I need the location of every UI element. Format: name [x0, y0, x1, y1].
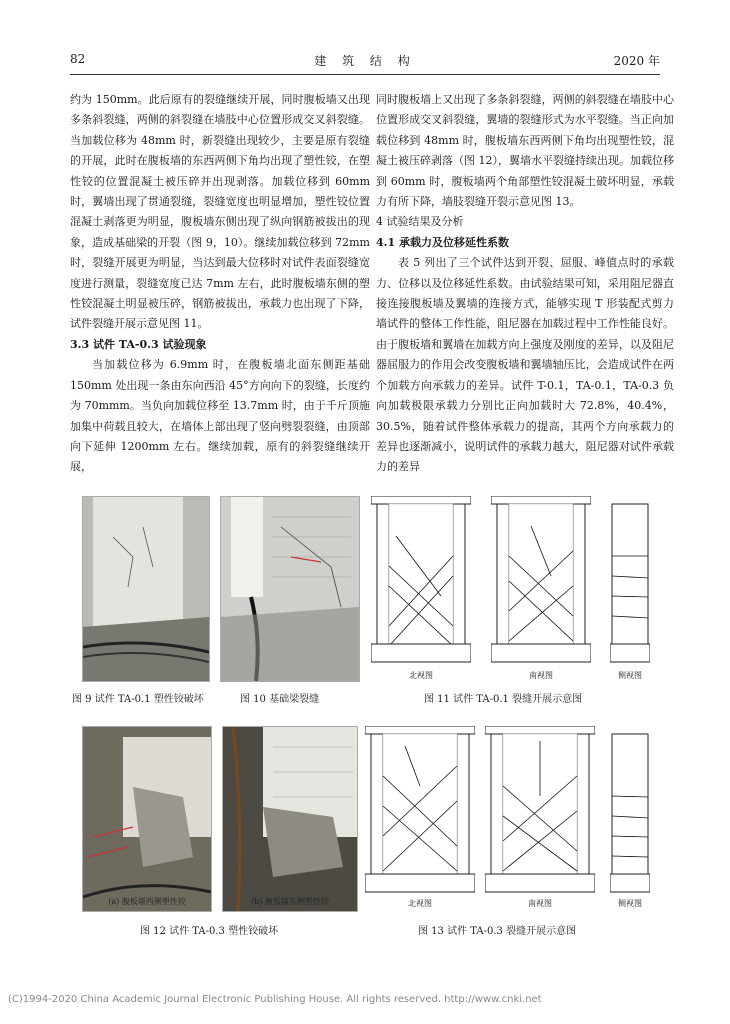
figure-9-photo: [82, 496, 210, 682]
figure-13-side-label: 侧视图: [618, 899, 642, 908]
header-rule: [70, 74, 660, 75]
figure-13-south-view: [485, 726, 595, 896]
figure-10-caption: 图 10 基础梁裂缝: [240, 694, 320, 705]
figure-11-north-view: [371, 496, 471, 668]
page-header: [70, 52, 660, 74]
figure-11-side-label: 侧视图: [618, 671, 642, 680]
figure-12a-photo: [82, 726, 212, 912]
left-paragraph-2: 当加载位移为 6.9mm 时，在腹板墙北面东侧距基础 150mm 处出现一条由东向西沿 45°方向向下的裂缝，长度约为 70mmm。当负向加载位移至 13.7mm 时，由于千斤顶施加集中荷载且较大，在墙体上部出现了竖向劈裂裂缝，由顶部向下延伸 1200mm 左右。继续加载，原有的斜裂缝继续开展，: [70, 358, 370, 474]
figure-11-caption: 图 11 试件 TA-0.1 裂缝开展示意图: [424, 694, 583, 705]
right-column: [376, 90, 674, 478]
figure-11-north-label: 北视图: [409, 671, 433, 680]
figure-9-caption: 图 9 试件 TA-0.1 塑性铰破坏: [72, 694, 204, 705]
right-paragraph-2: 表 5 列出了三个试件达到开裂、屈服、峰值点时的承载力、位移以及位移延性系数。由试验结果可知，采用阻尼器直接连接腹板墙及翼墙的连接方式，能够实现 T 形装配式剪力墙试件的整体工作性能，阻尼器在加载过程中工作性能良好。由于腹板墙和翼墙在加载方向上强度及刚度的差异，以及阻尼器屈服力的作用会改变腹板墙和翼墙轴压比，会造成试件在两个加载方向承载力的差异。试件 T-0.1，TA-0.1，TA-0.3 负向加载极限承载力分别比正向加载时大 72.8%，40.4%，30.5%，随着试件整体承载力的提高，其两个方向承载力的差异也逐渐减小，说明试件的承载力越大，阻尼器对试件承载力的差异: [376, 256, 674, 474]
journal-title: 建 筑 结 构: [314, 54, 416, 68]
figure-12b-label: (b) 腹板墙东侧塑性铰: [251, 897, 329, 906]
figure-12a-label: (a) 腹板墙西侧塑性铰: [108, 897, 186, 906]
figure-13-north-label: 北视图: [408, 899, 432, 908]
figure-13-south-label: 南视图: [528, 899, 552, 908]
figure-11-south-label: 南视图: [529, 671, 553, 680]
page-number: 82: [70, 52, 86, 66]
section-heading-3-3: 3.3 试件 TA-0.3 试验现象: [70, 337, 207, 351]
copyright-footer: (C)1994-2020 China Academic Journal Electronic Publishing House. All rights reserved. http://www.cnki.net: [8, 994, 542, 1005]
right-paragraph-1: 同时腹板墙上又出现了多条斜裂缝，两侧的斜裂缝在墙肢中心位置形成交叉斜裂缝，翼墙的裂缝形式为水平裂缝。当正向加载位移到 48mm 时，腹板墙东西两侧下角均出现塑性铰，混凝土被压碎剥落（图 12），翼墙水平裂缝持续出现。加载位移到 60mm 时，腹板墙两个角部塑性铰混凝土破坏明显，承载力有所下降，墙肢裂缝开裂示意见图 13。: [376, 93, 674, 209]
left-paragraph-1: 约为 150mm。此后原有的裂缝继续开展，同时腹板墙又出现多条斜裂缝，两侧的斜裂缝在墙肢中心位置形成交叉斜裂缝。当加载位移为 48mm 时，新裂缝出现较少，主要是原有裂缝的开展，此时在腹板墙的东西两侧下角均出现了塑性铰，在塑性铰的位置混凝土被压碎并出现剥落。加载位移到 60mm 时，翼墙出现了贯通裂缝，裂缝宽度也明显增加，塑性铰位置混凝土剥落更为明显，腹板墙东侧出现了纵向钢筋被拔出的现象，造成基础梁的开裂（图 9，10）。继续加载位移到 72mm 时，裂缝开展更为明显，当达到最大位移时对试件表面裂缝宽度进行测量，裂缝宽度已达 7mm 左右，此时腹板墙东侧的塑性铰混凝土明显被压碎，钢筋被拔出，承载力也出现了下降，试件裂缝开展示意见图 11。: [70, 93, 370, 331]
figure-11-south-view: [491, 496, 591, 668]
figure-10-photo: [220, 496, 360, 682]
section-heading-4: 4 试验结果及分析: [376, 215, 464, 229]
figure-13-caption: 图 13 试件 TA-0.3 裂缝开展示意图: [418, 926, 577, 937]
figure-11-side-view: [610, 496, 650, 668]
figure-13-side-view: [610, 726, 650, 896]
figure-12-caption: 图 12 试件 TA-0.3 塑性铰破坏: [140, 926, 279, 937]
left-column: [70, 90, 370, 478]
figure-12b-photo: [222, 726, 358, 912]
publication-year: 2020 年: [613, 54, 660, 68]
figure-13-north-view: [365, 726, 475, 896]
section-heading-4-1: 4.1 承载力及位移延性系数: [376, 235, 509, 249]
